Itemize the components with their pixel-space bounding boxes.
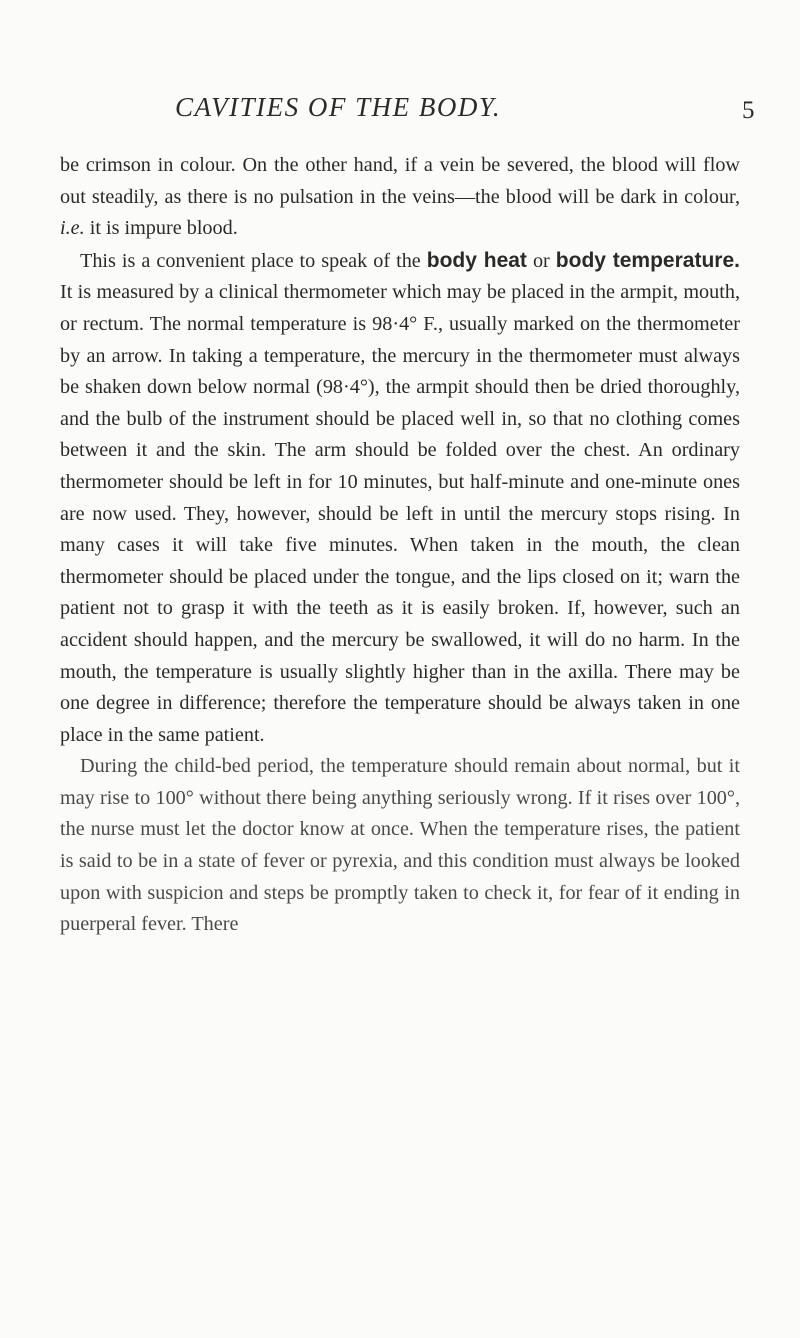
body-text	[60, 150, 740, 941]
bold-term-body-heat: body heat	[426, 248, 527, 272]
running-head	[0, 92, 800, 132]
paragraph-1	[60, 150, 740, 245]
paragraph-3	[60, 751, 740, 941]
paragraph-1-text-b: it is impure blood.	[84, 217, 238, 240]
paragraph-2	[60, 245, 740, 752]
bold-term-body-temperature: body temperature.	[555, 248, 740, 272]
running-title: CAVITIES OF THE BODY.	[175, 92, 502, 122]
paragraph-1-italic-ie: i.e.	[60, 217, 85, 240]
paragraph-1-text-a: be crimson in colour. On the other hand, if a vein be severed, the blood will flow out steadily, as there is no pulsation in the veins—the blood will be dark in colour,	[60, 154, 740, 208]
paragraph-2-text-b: or	[526, 249, 556, 272]
paragraph-3-text: During the child-bed period, the temperature should remain about normal, but it may rise to 100° without there being anything seriously wrong. If it rises over 100°, the nurse must let the doctor know at once. When the temperature rises, the patient is said to be in a state of fever or pyrexia, and this condition must always be looked upon with suspicion and steps be promptly taken to check it, for fear of it ending in puerperal fever. There	[60, 755, 740, 936]
paragraph-2-text-c: It is measured by a clinical thermometer which may be placed in the armpit, mouth, or rectum. The normal temperature is 98·4° F., usually marked on the thermometer by an arrow. In taking a temperature, the mercury in the thermometer must always be shaken down below normal (98·4°), the armpit should then be dried thoroughly, and the bulb of the instrument should be placed well in, so that no clothing comes between it and the skin. The arm should be folded over the chest. An ordinary thermometer should be left in for 10 minutes, but half-minute and one-minute ones are now used. They, however, should be left in until the mercury stops rising. In many cases it will take five minutes. When taken in the mouth, the clean thermometer should be placed under the tongue, and the lips closed on it; warn the patient not to grasp it with the teeth as it is easily broken. If, however, such an accident should happen, and the mercury be swallowed, it will do no harm. In the mouth, the temperature is usually slightly higher than in the axilla. There may be one degree in difference; therefore the temperature should be always taken in one place in the same patient.	[60, 281, 740, 746]
page-number: 5	[742, 97, 755, 124]
paragraph-2-text-a: This is a convenient place to speak of the	[80, 249, 427, 272]
